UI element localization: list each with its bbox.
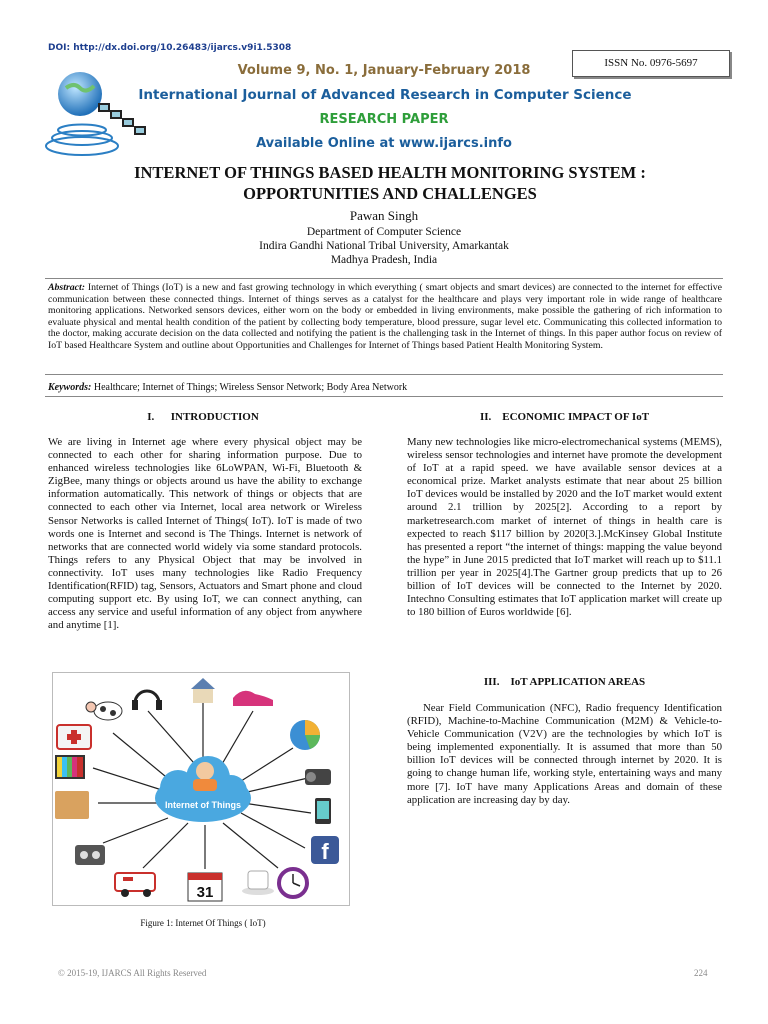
cloud-icon bbox=[155, 756, 251, 822]
paper-title bbox=[60, 162, 720, 204]
introduction-heading: I. INTRODUCTION bbox=[147, 411, 259, 423]
first-aid-kit-icon bbox=[57, 725, 91, 749]
figure-caption: Figure 1: Internet Of Things ( IoT) bbox=[140, 918, 266, 928]
abstract-label: Abstract: bbox=[48, 282, 86, 293]
keywords-text: Healthcare; Internet of Things; Wireless Sensor Network; Body Area Network bbox=[93, 382, 408, 393]
keywords-label: Keywords: bbox=[48, 382, 92, 393]
pie-chart-icon bbox=[290, 720, 320, 750]
calendar-number: 31 bbox=[196, 884, 214, 901]
economic-impact-text: Many new technologies like micro-electromechanical systems (MEMS), wireless sensor technologies and internet have promote the development of IoT at a rapid speed. we have available sensor devices at a economical prize. Market analysts estimate that near about 25 billion IoT devices would be installed by 2020 and the IoT market would extent around 2.1 trillion by 2025[2]. According to a report by marketresearch.com market of internet of things in health care is expected to reach $117 billion by 2020[3.].McKinsey Global Institute has presented a report “the internet of things: mapping the value beyond the hype” in June 2015 predicted that IoT market will reach up to $11.1 trillion per year in 2025[4].The Gartner group predicts that up to 26 billion of IoT devices will be connected to the Internet by 2020. Intechno Consulting estimates that IoT application market will create up to 180 billion of Euros worldwide [6]. bbox=[407, 436, 722, 619]
author-name: Pawan Singh bbox=[349, 208, 419, 223]
abstract-bottom-rule bbox=[45, 374, 723, 375]
author-state: Madhya Pradesh, India bbox=[330, 254, 438, 266]
cloud-label: Internet of Things bbox=[165, 800, 241, 810]
title-line-1: INTERNET OF THINGS BASED HEALTH MONITORING SYSTEM : bbox=[134, 163, 646, 182]
economic-impact-heading: II. ECONOMIC IMPACT OF IoT bbox=[479, 411, 650, 423]
page-number: 224 bbox=[694, 968, 708, 978]
cassette-icon bbox=[75, 845, 105, 865]
author-department: Department of Computer Science bbox=[306, 226, 462, 238]
ambulance-icon bbox=[115, 873, 155, 897]
application-areas-text: Near Field Communication (NFC), Radio frequency Identification (RFID), Machine-to-Machine Communication (M2M) & Vehicle-to-Vehicle Communication (V2V) are the technologies by which IoT is being implemented exponentially. It is assumed that more than 50 billion IoT devices will be connected through internet by 2020. It is going to change human life, working style, entertaining ways and many more [7]. IoT have many Applications Areas and domain of these application are increasing day by day. bbox=[407, 702, 722, 806]
headphones-icon bbox=[132, 691, 162, 710]
cow-icon bbox=[86, 702, 122, 720]
keywords bbox=[48, 382, 722, 393]
volume-info: Volume 9, No. 1, January-February 2018 bbox=[237, 63, 531, 78]
journal-name: International Journal of Advanced Research in Computer Science bbox=[138, 87, 632, 103]
phone-icon bbox=[315, 798, 331, 824]
camcorder-icon bbox=[305, 769, 331, 785]
keywords-bottom-rule bbox=[45, 396, 723, 397]
issn-box: ISSN No. 0976-5697 bbox=[572, 50, 730, 77]
abstract bbox=[48, 282, 722, 352]
svg-text:f: f bbox=[321, 839, 329, 864]
copyright-footer: © 2015-19, IJARCS All Rights Reserved bbox=[58, 968, 207, 978]
abstract-text: Internet of Things (IoT) is a new and fast growing technology in which everything ( smart objects and smart devices) are connected to the internet for effective communication between these connected things. Internet of things serves as a catalyst for the healthcare and plays very important role in wide range of healthcare monitoring applications. Networked sensors devices, either worn on the body or embedded in living environments, make possible the gathering of rich information to evaluate physical and mental health condition of the patient by collecting body temperature, blood pressure, sugar level etc. Communicating this collected information to the doctor, making accurate decision on the data collected and notifying the patient is the challenging task in the Internet of things. In this paper author focus on review of IoT based Healthcare System and outline about Opportunities and Challenges for Internet of Things based Patient Health Monitoring System. bbox=[48, 282, 722, 351]
abstract-top-rule bbox=[45, 278, 723, 279]
title-line-2: OPPORTUNITIES AND CHALLENGES bbox=[243, 184, 537, 203]
doi-link[interactable]: DOI: http://dx.doi.org/10.26483/ijarcs.v9i1.5308 bbox=[48, 43, 292, 53]
iot-figure bbox=[52, 672, 350, 906]
application-areas-heading: III. IoT APPLICATION AREAS bbox=[483, 676, 646, 688]
folder-icon bbox=[55, 791, 89, 819]
house-icon bbox=[191, 678, 215, 703]
availability-line: Available Online at www.ijarcs.info bbox=[256, 136, 512, 151]
introduction-text: We are living in Internet age where every physical object may be connected to each other for sharing information purpose. Due to enhanced wireless technologies like 6LoWPAN, Wi-Fi, Bluetooth & ZigBee, many things or objects around us have the ability to exchange information automatically. This network of things or objects that are connected to each other via Internet, local area network or Wireless Sensor Networks is called Internet of Things( IoT). IoT is made of two words one is Internet and second is The Things. Internet is network of networks that are connected world widely via some standard protocols. Things refers to any Physical Object that may be involved in connectivity. IoT uses many technologies like Radio Frequency Identification(RFID) tag, Sensors, Actuators and Smart phone and cloud computing support etc. By using IoT, we can connect anything, can access any service and useful information of any object from anywhere and anytime [1]. bbox=[48, 436, 362, 632]
coffee-cup-icon bbox=[242, 871, 274, 895]
clock-icon bbox=[279, 869, 307, 897]
paper-type: RESEARCH PAPER bbox=[319, 112, 449, 127]
tv-icon bbox=[55, 755, 85, 779]
facebook-icon bbox=[311, 836, 339, 864]
author-university: Indira Gandhi National Tribal University, Amarkantak bbox=[259, 240, 509, 252]
shoe-icon bbox=[233, 691, 273, 706]
